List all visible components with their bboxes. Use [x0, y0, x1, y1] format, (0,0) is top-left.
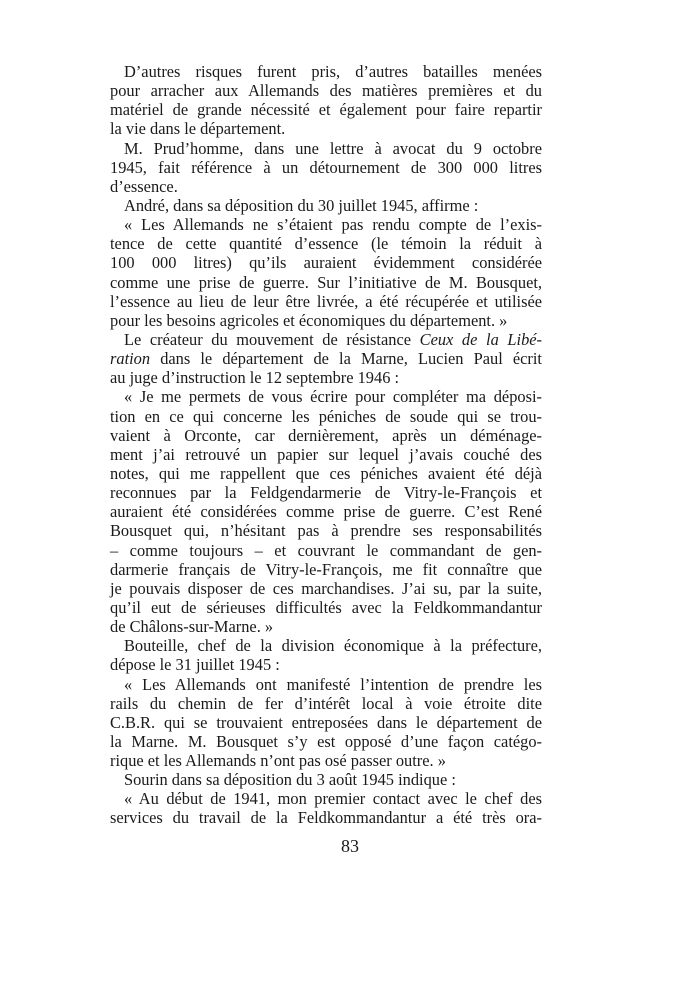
text-line: notes, qui me rappellent que ces péniches avaient été déjà: [110, 463, 542, 483]
italic-title-text: ration: [110, 349, 151, 369]
text-line: « Les Allemands ont manifesté l’intention de prendre les: [124, 674, 542, 694]
text-line: tence de cette quantité d’essence (le témoin la réduit à: [110, 234, 542, 254]
text-line: pour les besoins agricoles et économiques du département. »: [110, 310, 508, 330]
text-line: matériel de grande nécessité et également pour faire repartir: [110, 100, 542, 120]
text-line: « Je me permets de vous écrire pour compléter ma déposi-: [124, 387, 542, 407]
text-line: D’autres risques furent pris, d’autres batailles menées: [124, 62, 542, 81]
text-line: la Marne. M. Bousquet s’y est opposé d’une façon catégo-: [110, 731, 542, 751]
text-line: la vie dans le département.: [110, 119, 286, 139]
text-line: C.B.R. qui se trouvaient entreposées dans le département de: [110, 712, 542, 732]
text-segment: Le créateur du mouvement de résistance: [124, 329, 420, 349]
text-line: je pouvais disposer de ces marchandises. J’ai su, par la suite,: [110, 578, 542, 598]
text-line: [110, 330, 542, 349]
text-line: rails du chemin de fer d’intérêt local à voie étroite dite: [110, 693, 542, 713]
text-line: dépose le 31 juillet 1945 :: [110, 655, 280, 675]
text-line: – comme toujours – et couvrant le commandant de gen-: [110, 540, 542, 560]
text-line: M. Prud’homme, dans une lettre à avocat du 9 octobre: [124, 138, 542, 158]
text-line: pour arracher aux Allemands des matières premières et du: [110, 81, 542, 101]
text-line: l’essence au lieu de leur être livrée, a été récupérée et utilisée: [110, 291, 542, 311]
text-line: de Châlons-sur-Marne. »: [110, 617, 274, 637]
text-line: André, dans sa déposition du 30 juillet 1945, affirme :: [124, 195, 479, 215]
text-line: rique et les Allemands n’ont pas osé passer outre. »: [110, 751, 446, 771]
text-line: reconnues par la Feldgendarmerie de Vitry-le-François et: [110, 483, 542, 503]
text-segment: dans le département de la Marne, Lucien Paul écrit: [150, 349, 542, 369]
italic-title-text: Ceux de la Libé-: [419, 329, 542, 349]
text-line: Bousquet qui, n’hésitant pas à prendre ses responsabilités: [110, 521, 542, 541]
text-line: [110, 349, 542, 368]
text-line: vaient à Orconte, car dernièrement, après un déménage-: [110, 425, 542, 445]
text-line: « Au début de 1941, mon premier contact avec le chef des: [124, 789, 542, 809]
text-line: services du travail de la Feldkommandantur a été très ora-: [110, 808, 542, 828]
text-line: Sourin dans sa déposition du 3 août 1945 indique :: [124, 770, 456, 790]
text-line: tion en ce qui concerne les péniches de soude qui se trou-: [110, 406, 542, 426]
page-number: 83: [341, 836, 359, 856]
page-text-block: [110, 62, 542, 828]
text-line: 1945, fait référence à un détournement de 300 000 litres: [110, 157, 542, 177]
text-line: darmerie français de Vitry-le-François, me fit connaître que: [110, 559, 542, 579]
text-line: Bouteille, chef de la division économique à la préfecture,: [124, 636, 542, 656]
text-line: comme une prise de guerre. Sur l’initiative de M. Bousquet,: [110, 272, 542, 292]
text-line: « Les Allemands ne s’étaient pas rendu compte de l’exis-: [124, 215, 542, 235]
text-line: d’essence.: [110, 176, 178, 196]
text-line: 100 000 litres) qu’ils auraient évidemment considérée: [110, 253, 542, 273]
text-line: au juge d’instruction le 12 septembre 1946 :: [110, 368, 400, 388]
text-line: qu’il eut de sérieuses difficultés avec la Feldkommandantur: [110, 597, 542, 617]
text-line: ment j’ai retrouvé un papier sur lequel j’avais couché des: [110, 444, 542, 464]
text-line: auraient été considérées comme prise de guerre. C’est René: [110, 502, 542, 522]
